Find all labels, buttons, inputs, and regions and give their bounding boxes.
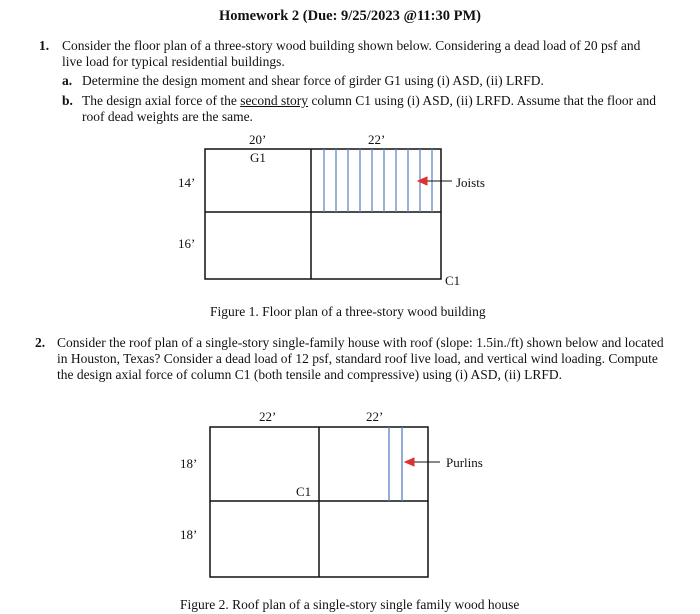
figure1-girder-label: G1 (250, 150, 266, 165)
figure2-dim-left-bottom: 18’ (180, 527, 198, 542)
figure1-joists-label: Joists (456, 175, 485, 190)
figure2-roof-plan (210, 427, 428, 577)
question-1b-marker: b. (62, 93, 73, 108)
figure1-dim-top-left: 20’ (249, 132, 267, 147)
question-1-text: Consider the floor plan of a three-story wood building shown below. Considering a dead load of 20 psf and live load for typical residential buildings. (62, 38, 641, 69)
question-1b-text-underlined: second story (240, 93, 309, 108)
figure2-dim-top-right: 22’ (366, 409, 384, 424)
figure2-purlins-label: Purlins (446, 455, 483, 470)
figure1-dim-top-right: 22’ (368, 132, 386, 147)
figure1-dim-left-top: 14’ (178, 175, 196, 190)
figure2-purlins (389, 427, 402, 501)
figure1-dim-left-bottom: 16’ (178, 236, 196, 251)
question-1a-text: Determine the design moment and shear force of girder G1 using (i) ASD, (ii) LRFD. (82, 73, 544, 88)
figure1-caption: Figure 1. Floor plan of a three-story wood building (210, 304, 486, 319)
question-1b-text-pre: The design axial force of the (82, 93, 241, 108)
figure2-dim-top-left: 22’ (259, 409, 277, 424)
figure1-floor-plan (205, 149, 441, 279)
question-2-text: Consider the roof plan of a single-story single-family house with roof (slope: 1.5in./ft) shown below and located in Houston, Texas? Consider a dead load of 12 psf, standard roof live load, and vertical wind loading. Compute the design axial force of column C1 (both tensile and compressive) using (i) ASD, (ii) LRFD. (57, 335, 664, 382)
question-1-number: 1. (39, 38, 50, 53)
page-title: Homework 2 (Due: 9/25/2023 @11:30 PM) (219, 8, 481, 24)
figure2-column-label: C1 (296, 484, 312, 499)
figure2-caption: Figure 2. Roof plan of a single-story single family wood house (180, 597, 520, 612)
question-1b-text-post: column C1 using (i) ASD, (ii) LRFD. Assume that the floor and roof dead weights are the same. (82, 93, 657, 124)
figure1-outline (205, 149, 441, 279)
figure1-column-label: C1 (445, 273, 461, 288)
figure2-purlins-arrow (405, 458, 440, 466)
question-1a-marker: a. (62, 73, 73, 88)
question-2-number: 2. (35, 335, 46, 350)
figure1-joists-arrow (418, 177, 452, 185)
figure2-dim-left-top: 18’ (180, 456, 198, 471)
arrow-head (418, 177, 427, 185)
figure1-joists (324, 149, 432, 212)
arrow-head (405, 458, 414, 466)
